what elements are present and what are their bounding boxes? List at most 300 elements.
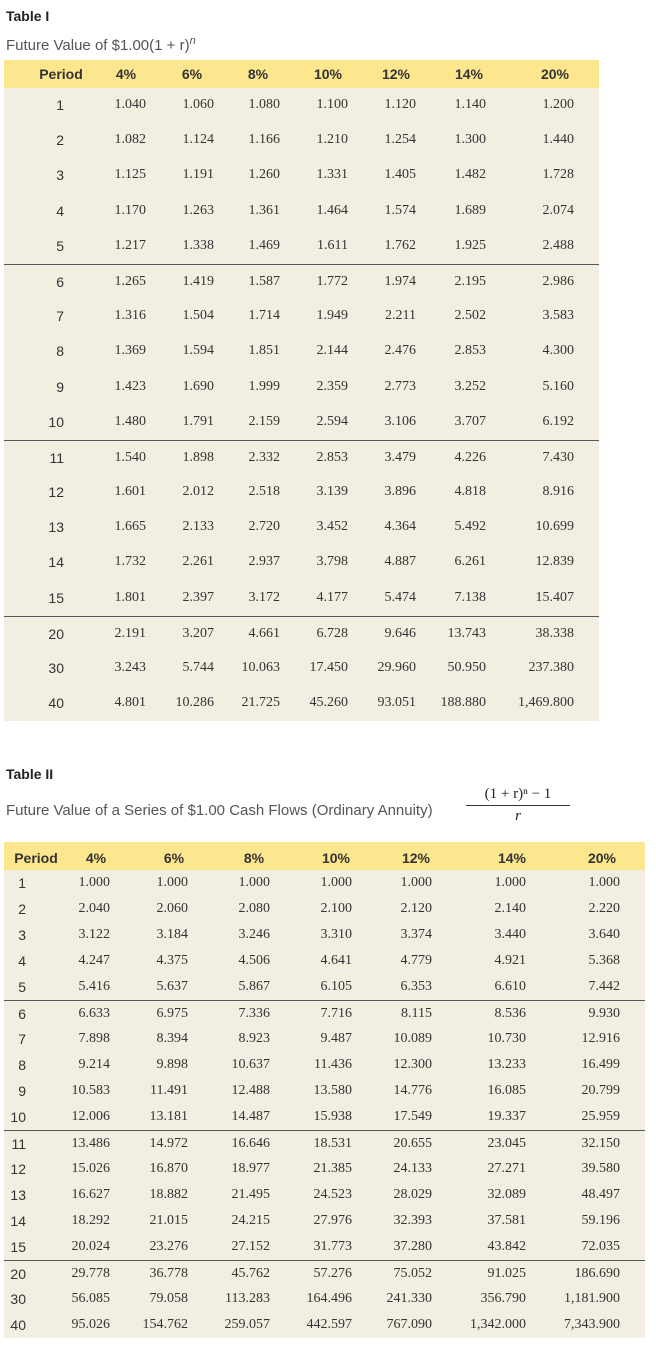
value-cell: 36.778	[149, 1266, 188, 1281]
period-cell: 15	[48, 589, 64, 606]
value-cell: 10.637	[231, 1057, 270, 1072]
value-cell: 1.611	[317, 237, 348, 253]
value-cell: 1.574	[384, 202, 416, 218]
table-row	[4, 1078, 645, 1104]
value-cell: 8.923	[238, 1031, 270, 1046]
value-cell: 8.115	[401, 1006, 432, 1021]
value-cell: 20.655	[393, 1136, 432, 1151]
table-row	[4, 545, 599, 580]
value-cell: 2.012	[182, 484, 214, 500]
value-cell: 56.085	[71, 1291, 110, 1306]
header-cell: 10%	[313, 66, 343, 82]
value-cell: 5.416	[78, 979, 110, 994]
value-cell: 7,343.900	[564, 1317, 620, 1332]
value-cell: 18.977	[231, 1161, 270, 1176]
value-cell: 1.338	[182, 237, 214, 253]
value-cell: 37.581	[487, 1213, 526, 1228]
value-cell: 3.252	[454, 378, 486, 394]
value-cell: 1.000	[588, 875, 620, 890]
value-cell: 5.474	[384, 589, 416, 605]
value-cell: 1.060	[182, 97, 214, 112]
period-cell: 11	[49, 449, 64, 466]
value-cell: 18.531	[313, 1136, 352, 1151]
value-cell: 29.960	[377, 660, 416, 675]
value-cell: 1.999	[248, 378, 280, 394]
value-cell: 3.139	[316, 484, 348, 500]
value-cell: 24.215	[231, 1213, 270, 1228]
value-cell: 8.916	[542, 484, 574, 500]
period-cell: 4	[56, 202, 64, 219]
table1-title: Table I	[6, 8, 50, 24]
table-row	[4, 440, 599, 475]
period-cell: 8	[56, 343, 64, 360]
period-cell: 30	[48, 660, 64, 676]
value-cell: 28.029	[393, 1187, 432, 1202]
value-cell: 5.637	[156, 979, 188, 994]
value-cell: 3.172	[248, 589, 280, 605]
header-cell: 4%	[115, 66, 137, 82]
value-cell: 16.646	[231, 1136, 270, 1151]
table-row	[4, 475, 599, 510]
value-cell: 9.930	[588, 1006, 620, 1021]
header-cell: Period	[39, 66, 83, 82]
period-cell: 12	[48, 484, 64, 501]
value-cell: 8.394	[156, 1031, 188, 1046]
value-cell: 2.040	[78, 901, 110, 916]
value-cell: 1.480	[114, 413, 146, 429]
table-row	[4, 1026, 645, 1052]
value-cell: 13.580	[313, 1083, 352, 1098]
value-cell: 3.896	[384, 484, 416, 500]
value-cell: 1.082	[114, 132, 146, 148]
value-cell: 2.100	[320, 901, 352, 916]
value-cell: 3.184	[156, 927, 188, 942]
period-cell: 20	[10, 1266, 26, 1282]
value-cell: 2.144	[316, 343, 348, 359]
value-cell: 2.397	[182, 589, 214, 605]
value-cell: 48.497	[581, 1187, 620, 1202]
period-cell: 2	[18, 901, 26, 917]
value-cell: 50.950	[447, 660, 486, 675]
value-cell: 3.374	[400, 927, 432, 942]
period-cell: 8	[18, 1057, 26, 1073]
value-cell: 1.801	[114, 589, 146, 605]
value-cell: 16.870	[149, 1161, 188, 1176]
value-cell: 1.300	[454, 132, 486, 148]
table-row	[4, 158, 599, 193]
value-cell: 1.369	[114, 343, 146, 359]
value-cell: 356.790	[480, 1291, 526, 1306]
table-row	[4, 1182, 645, 1208]
value-cell: 3.106	[384, 413, 416, 429]
header-cell: 12%	[381, 66, 411, 82]
value-cell: 442.597	[306, 1317, 352, 1332]
value-cell: 1.762	[384, 237, 416, 253]
value-cell: 18.882	[149, 1187, 188, 1202]
value-cell: 5.160	[542, 378, 574, 394]
value-cell: 1.263	[182, 202, 214, 218]
value-cell: 15.026	[71, 1161, 110, 1176]
value-cell: 15.407	[535, 589, 574, 605]
value-cell: 1.714	[248, 308, 280, 324]
value-cell: 24.523	[313, 1187, 352, 1202]
value-cell: 6.975	[156, 1006, 188, 1021]
table-row	[4, 1208, 645, 1234]
value-cell: 79.058	[149, 1291, 188, 1306]
value-cell: 12.839	[535, 554, 574, 570]
value-cell: 27.976	[313, 1213, 352, 1228]
value-cell: 6.633	[78, 1006, 110, 1021]
value-cell: 9.214	[78, 1057, 110, 1072]
value-cell: 21.495	[231, 1187, 270, 1202]
header-cell: 8%	[243, 850, 265, 866]
table-row	[4, 948, 645, 974]
value-cell: 10.583	[71, 1083, 110, 1098]
value-cell: 32.089	[487, 1187, 526, 1202]
value-cell: 10.730	[487, 1031, 526, 1046]
value-cell: 6.105	[320, 979, 352, 994]
table1-subtitle	[6, 35, 196, 54]
value-cell: 43.842	[487, 1239, 526, 1254]
value-cell: 10.063	[241, 660, 280, 675]
value-cell: 1.000	[238, 875, 270, 890]
value-cell: 23.276	[149, 1239, 188, 1254]
value-cell: 4.506	[238, 953, 270, 968]
value-cell: 2.853	[316, 449, 348, 465]
value-cell: 6.192	[542, 413, 574, 429]
value-cell: 1.949	[316, 308, 348, 324]
value-cell: 12.300	[393, 1057, 432, 1072]
value-cell: 1.000	[78, 875, 110, 890]
value-cell: 1.140	[454, 97, 486, 112]
table-row	[4, 405, 599, 440]
value-cell: 3.452	[316, 519, 348, 535]
period-cell: 15	[10, 1239, 26, 1255]
table-row	[4, 194, 599, 229]
value-cell: 1.210	[316, 132, 348, 148]
value-cell: 31.773	[313, 1239, 352, 1254]
value-cell: 1.191	[182, 167, 214, 183]
value-cell: 3.243	[114, 660, 146, 675]
value-cell: 2.074	[542, 202, 574, 218]
value-cell: 3.207	[182, 625, 214, 641]
value-cell: 37.280	[393, 1239, 432, 1254]
table1-subtitle-text: Future Value of $1.00(1 + r)	[6, 37, 190, 54]
value-cell: 8.536	[494, 1006, 526, 1021]
value-cell: 4.661	[248, 625, 280, 641]
value-cell: 2.476	[384, 343, 416, 359]
value-cell: 6.261	[454, 554, 486, 570]
formula-numerator: (1 + r)ⁿ − 1	[466, 786, 570, 806]
table-row	[4, 1000, 645, 1026]
value-cell: 1.728	[542, 167, 574, 183]
value-cell: 1.200	[542, 97, 574, 112]
value-cell: 2.937	[248, 554, 280, 570]
formula-denominator: r	[515, 808, 521, 824]
value-cell: 7.138	[454, 589, 486, 605]
table-row	[4, 123, 599, 158]
header-cell: 4%	[85, 850, 107, 866]
value-cell: 16.627	[71, 1187, 110, 1202]
annuity-formula	[466, 786, 570, 825]
value-cell: 1.361	[248, 202, 280, 218]
table-row	[4, 229, 599, 264]
value-cell: 1.331	[316, 167, 348, 183]
value-cell: 4.887	[384, 554, 416, 570]
value-cell: 1.772	[316, 273, 348, 289]
period-cell: 6	[56, 273, 64, 290]
value-cell: 4.300	[542, 343, 574, 359]
value-cell: 91.025	[487, 1266, 526, 1281]
header-cell: 14%	[497, 850, 527, 866]
value-cell: 2.211	[385, 308, 416, 324]
table-row	[4, 581, 599, 616]
value-cell: 6.610	[494, 979, 526, 994]
value-cell: 1.594	[182, 343, 214, 359]
period-cell: 4	[18, 953, 26, 969]
value-cell: 3.246	[238, 927, 270, 942]
value-cell: 259.057	[224, 1317, 270, 1332]
value-cell: 1.587	[248, 273, 280, 289]
value-cell: 3.440	[494, 927, 526, 942]
value-cell: 2.195	[454, 273, 486, 289]
value-cell: 16.085	[487, 1083, 526, 1098]
value-cell: 3.707	[454, 413, 486, 429]
value-cell: 1.665	[114, 519, 146, 535]
value-cell: 27.152	[231, 1239, 270, 1254]
value-cell: 27.271	[487, 1161, 526, 1176]
period-cell: 30	[10, 1291, 26, 1307]
value-cell: 2.986	[542, 273, 574, 289]
value-cell: 2.853	[454, 343, 486, 359]
period-cell: 6	[18, 1006, 26, 1022]
value-cell: 5.368	[588, 953, 620, 968]
table-row	[4, 974, 645, 1000]
value-cell: 1.732	[114, 554, 146, 570]
value-cell: 9.487	[320, 1031, 352, 1046]
value-cell: 20.799	[581, 1083, 620, 1098]
value-cell: 237.380	[528, 660, 574, 675]
value-cell: 5.744	[182, 660, 214, 675]
value-cell: 1.540	[114, 449, 146, 465]
value-cell: 188.880	[440, 695, 486, 711]
period-cell: 3	[18, 927, 26, 943]
value-cell: 3.122	[78, 927, 110, 942]
value-cell: 10.089	[393, 1031, 432, 1046]
table-row	[4, 651, 599, 686]
value-cell: 2.140	[494, 901, 526, 916]
value-cell: 2.502	[454, 308, 486, 324]
value-cell: 1.601	[114, 484, 146, 500]
table-row	[4, 686, 599, 721]
period-cell: 7	[18, 1031, 26, 1047]
value-cell: 1.405	[384, 167, 416, 183]
value-cell: 1.000	[494, 875, 526, 890]
value-cell: 154.762	[142, 1317, 188, 1332]
value-cell: 164.496	[306, 1291, 352, 1306]
value-cell: 3.640	[588, 927, 620, 942]
value-cell: 2.159	[248, 413, 280, 429]
value-cell: 11.436	[314, 1057, 352, 1072]
value-cell: 2.120	[400, 901, 432, 916]
value-cell: 1.690	[182, 378, 214, 394]
value-cell: 9.646	[384, 625, 416, 641]
value-cell: 14.776	[393, 1083, 432, 1098]
value-cell: 4.247	[78, 953, 110, 968]
table-row	[4, 870, 645, 896]
header-cell: 12%	[401, 850, 431, 866]
table-row	[4, 1104, 645, 1130]
value-cell: 1.000	[156, 875, 188, 890]
value-cell: 24.133	[393, 1161, 432, 1176]
value-cell: 4.226	[454, 449, 486, 465]
value-cell: 4.801	[114, 695, 146, 711]
period-cell: 10	[10, 1109, 26, 1125]
value-cell: 14.972	[149, 1136, 188, 1151]
value-cell: 19.337	[487, 1109, 526, 1124]
value-cell: 18.292	[71, 1213, 110, 1228]
table-row	[4, 1130, 645, 1156]
period-cell: 1	[18, 875, 26, 891]
value-cell: 1.469	[248, 237, 280, 253]
value-cell: 1.000	[320, 875, 352, 890]
period-cell: 11	[11, 1136, 26, 1152]
period-cell: 10	[48, 413, 64, 430]
value-cell: 13.486	[71, 1136, 110, 1151]
value-cell: 5.867	[238, 979, 270, 994]
value-cell: 2.332	[248, 449, 280, 465]
table1	[4, 60, 599, 721]
value-cell: 21.385	[313, 1161, 352, 1176]
value-cell: 45.260	[309, 695, 348, 711]
value-cell: 1.100	[316, 97, 348, 112]
value-cell: 12.916	[581, 1031, 620, 1046]
value-cell: 241.330	[386, 1291, 432, 1306]
value-cell: 14.487	[231, 1109, 270, 1124]
value-cell: 13.181	[149, 1109, 188, 1124]
value-cell: 39.580	[581, 1161, 620, 1176]
table-row	[4, 896, 645, 922]
header-cell: 8%	[247, 66, 269, 82]
table2-body	[4, 870, 645, 1338]
table-row	[4, 1312, 645, 1338]
value-cell: 1.170	[114, 202, 146, 218]
value-cell: 95.026	[71, 1317, 110, 1332]
period-cell: 7	[56, 308, 64, 325]
header-cell: 6%	[181, 66, 203, 82]
value-cell: 4.921	[494, 953, 526, 968]
value-cell: 2.191	[114, 625, 146, 641]
table-row	[4, 88, 599, 123]
value-cell: 21.015	[149, 1213, 188, 1228]
period-cell: 14	[10, 1213, 26, 1229]
value-cell: 2.220	[588, 901, 620, 916]
value-cell: 4.364	[384, 519, 416, 535]
period-cell: 3	[56, 167, 64, 184]
header-cell: Period	[14, 850, 58, 866]
value-cell: 75.052	[393, 1266, 432, 1281]
value-cell: 1.482	[454, 167, 486, 183]
value-cell: 7.716	[320, 1006, 352, 1021]
period-cell: 12	[10, 1161, 26, 1177]
value-cell: 4.779	[400, 953, 432, 968]
value-cell: 1.464	[316, 202, 348, 218]
period-cell: 9	[18, 1083, 26, 1099]
value-cell: 1.265	[114, 273, 146, 289]
value-cell: 57.276	[313, 1266, 352, 1281]
value-cell: 4.641	[320, 953, 352, 968]
value-cell: 2.773	[384, 378, 416, 394]
value-cell: 10.286	[175, 695, 214, 711]
value-cell: 2.488	[542, 237, 574, 253]
value-cell: 12.006	[71, 1109, 110, 1124]
value-cell: 10.699	[535, 519, 574, 535]
value-cell: 15.938	[313, 1109, 352, 1124]
header-cell: 20%	[587, 850, 617, 866]
value-cell: 1.254	[384, 132, 416, 148]
table-row	[4, 299, 599, 334]
header-cell: 14%	[454, 66, 484, 82]
table-row	[4, 1260, 645, 1286]
table-row	[4, 510, 599, 545]
value-cell: 1.260	[248, 167, 280, 183]
value-cell: 7.898	[78, 1031, 110, 1046]
value-cell: 4.375	[156, 953, 188, 968]
value-cell: 1.124	[182, 132, 214, 148]
value-cell: 32.393	[393, 1213, 432, 1228]
value-cell: 2.060	[156, 901, 188, 916]
value-cell: 4.818	[454, 484, 486, 500]
value-cell: 1.898	[182, 449, 214, 465]
table-row	[4, 922, 645, 948]
table-row	[4, 370, 599, 405]
value-cell: 7.336	[238, 1006, 270, 1021]
value-cell: 32.150	[581, 1136, 620, 1151]
period-cell: 5	[56, 237, 64, 254]
value-cell: 3.310	[320, 927, 352, 942]
value-cell: 12.488	[231, 1083, 270, 1098]
value-cell: 17.450	[309, 660, 348, 675]
value-cell: 23.045	[487, 1136, 526, 1151]
table-row	[4, 334, 599, 369]
table-row	[4, 1234, 645, 1260]
value-cell: 1.791	[182, 413, 214, 429]
value-cell: 1.316	[114, 308, 146, 324]
period-cell: 1	[56, 97, 64, 113]
value-cell: 25.959	[581, 1109, 620, 1124]
value-cell: 3.798	[316, 554, 348, 570]
table1-subtitle-exponent: n	[189, 35, 196, 47]
value-cell: 59.196	[581, 1213, 620, 1228]
period-cell: 20	[48, 625, 64, 642]
value-cell: 11.491	[150, 1083, 188, 1098]
value-cell: 1.419	[182, 273, 214, 289]
value-cell: 29.778	[71, 1266, 110, 1281]
table-row	[4, 264, 599, 299]
value-cell: 16.499	[581, 1057, 620, 1072]
value-cell: 17.549	[393, 1109, 432, 1124]
value-cell: 1,469.800	[518, 695, 574, 711]
value-cell: 3.479	[384, 449, 416, 465]
table2-subtitle: Future Value of a Series of $1.00 Cash Flows (Ordinary Annuity)	[6, 802, 433, 819]
value-cell: 13.743	[447, 625, 486, 641]
period-cell: 14	[48, 554, 64, 571]
period-cell: 40	[10, 1317, 26, 1333]
period-cell: 2	[56, 132, 64, 149]
header-cell: 10%	[321, 850, 351, 866]
value-cell: 4.177	[316, 589, 348, 605]
value-cell: 1.689	[454, 202, 486, 218]
